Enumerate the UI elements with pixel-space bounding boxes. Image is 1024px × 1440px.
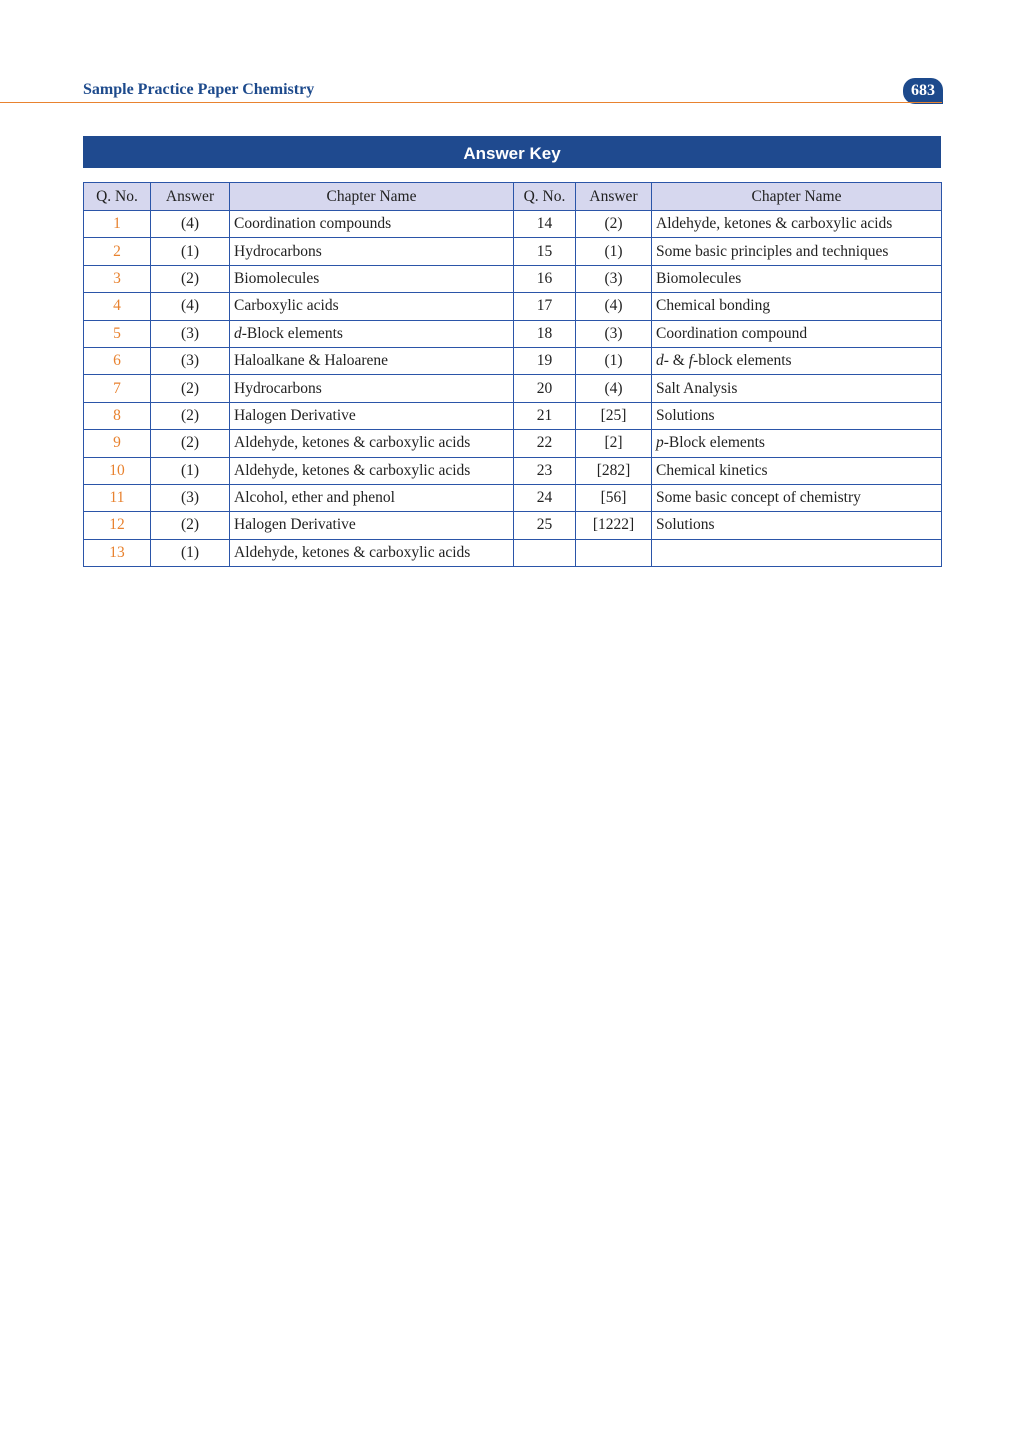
chapter-name-cell: Some basic concept of chemistry — [652, 484, 942, 511]
question-number-cell: 6 — [84, 347, 151, 374]
chapter-name-cell: Haloalkane & Haloarene — [230, 347, 514, 374]
chapter-name-cell: Aldehyde, ketones & carboxylic acids — [652, 211, 942, 238]
chapter-name-cell: Aldehyde, ketones & carboxylic acids — [230, 539, 514, 566]
chapter-name-cell: Salt Analysis — [652, 375, 942, 402]
answer-cell: [56] — [576, 484, 652, 511]
answer-cell: (4) — [576, 293, 652, 320]
question-number-cell: 10 — [84, 457, 151, 484]
answer-cell: (4) — [576, 375, 652, 402]
answer-key-banner: Answer Key — [83, 136, 941, 168]
chapter-name-cell: Aldehyde, ketones & carboxylic acids — [230, 457, 514, 484]
table-row — [84, 512, 942, 539]
column-header: Q. No. — [84, 183, 151, 211]
question-number-cell: 24 — [514, 484, 576, 511]
chapter-name-cell: Solutions — [652, 402, 942, 429]
answer-cell: (3) — [151, 320, 230, 347]
answer-cell: (1) — [151, 238, 230, 265]
answer-cell: (3) — [151, 347, 230, 374]
chapter-name-cell: d-Block elements — [230, 320, 514, 347]
question-number-cell: 23 — [514, 457, 576, 484]
answer-cell — [576, 539, 652, 566]
answer-cell: (3) — [576, 320, 652, 347]
answer-cell: (2) — [151, 430, 230, 457]
answer-cell: (2) — [151, 375, 230, 402]
chapter-name-cell — [652, 539, 942, 566]
running-header — [0, 0, 1024, 106]
column-header: Answer — [576, 183, 652, 211]
answer-cell: (2) — [576, 211, 652, 238]
question-number-cell: 21 — [514, 402, 576, 429]
chapter-name-cell: Alcohol, ether and phenol — [230, 484, 514, 511]
answer-cell: (2) — [151, 512, 230, 539]
answer-cell: (3) — [576, 265, 652, 292]
question-number-cell — [514, 539, 576, 566]
question-number-cell: 12 — [84, 512, 151, 539]
chapter-name-cell: Biomolecules — [230, 265, 514, 292]
answer-cell: (1) — [576, 347, 652, 374]
question-number-cell: 13 — [84, 539, 151, 566]
chapter-name-cell: Coordination compounds — [230, 211, 514, 238]
column-header: Chapter Name — [230, 183, 514, 211]
question-number-cell: 17 — [514, 293, 576, 320]
chapter-name-cell: Halogen Derivative — [230, 402, 514, 429]
answer-cell: (1) — [576, 238, 652, 265]
answer-cell: (2) — [151, 402, 230, 429]
table-row — [84, 402, 942, 429]
table-row — [84, 347, 942, 374]
table-row — [84, 320, 942, 347]
table-row — [84, 293, 942, 320]
question-number-cell: 2 — [84, 238, 151, 265]
answer-cell: (3) — [151, 484, 230, 511]
question-number-cell: 22 — [514, 430, 576, 457]
chapter-name-cell: Chemical bonding — [652, 293, 942, 320]
page-number: 683 — [903, 78, 943, 104]
chapter-name-cell: Coordination compound — [652, 320, 942, 347]
column-header: Chapter Name — [652, 183, 942, 211]
column-header: Answer — [151, 183, 230, 211]
answer-key-table — [83, 182, 942, 567]
question-number-cell: 20 — [514, 375, 576, 402]
question-number-cell: 8 — [84, 402, 151, 429]
chapter-name-cell: Carboxylic acids — [230, 293, 514, 320]
answer-cell: (4) — [151, 211, 230, 238]
table-row — [84, 238, 942, 265]
question-number-cell: 5 — [84, 320, 151, 347]
table-row — [84, 430, 942, 457]
chapter-name-cell: Solutions — [652, 512, 942, 539]
chapter-name-cell: Biomolecules — [652, 265, 942, 292]
answer-cell: (1) — [151, 457, 230, 484]
running-header-title: Sample Practice Paper Chemistry — [83, 81, 315, 98]
question-number-cell: 3 — [84, 265, 151, 292]
question-number-cell: 25 — [514, 512, 576, 539]
question-number-cell: 4 — [84, 293, 151, 320]
chapter-name-cell: Aldehyde, ketones & carboxylic acids — [230, 430, 514, 457]
table-row — [84, 375, 942, 402]
chapter-name-cell: Chemical kinetics — [652, 457, 942, 484]
chapter-name-cell: Hydrocarbons — [230, 375, 514, 402]
question-number-cell: 7 — [84, 375, 151, 402]
answer-cell: (4) — [151, 293, 230, 320]
table-row — [84, 539, 942, 566]
answer-cell: [25] — [576, 402, 652, 429]
answer-cell: (2) — [151, 265, 230, 292]
question-number-cell: 18 — [514, 320, 576, 347]
answer-cell: [2] — [576, 430, 652, 457]
table-row — [84, 211, 942, 238]
chapter-name-cell: Some basic principles and techniques — [652, 238, 942, 265]
table-row — [84, 265, 942, 292]
chapter-name-cell: Hydrocarbons — [230, 238, 514, 265]
column-header: Q. No. — [514, 183, 576, 211]
table-row — [84, 484, 942, 511]
question-number-cell: 19 — [514, 347, 576, 374]
answer-cell: (1) — [151, 539, 230, 566]
question-number-cell: 9 — [84, 430, 151, 457]
header-rule — [0, 102, 942, 103]
chapter-name-cell: p-Block elements — [652, 430, 942, 457]
table-row — [84, 457, 942, 484]
question-number-cell: 11 — [84, 484, 151, 511]
question-number-cell: 14 — [514, 211, 576, 238]
question-number-cell: 16 — [514, 265, 576, 292]
chapter-name-cell: d- & f-block elements — [652, 347, 942, 374]
answer-cell: [282] — [576, 457, 652, 484]
question-number-cell: 1 — [84, 211, 151, 238]
chapter-name-cell: Halogen Derivative — [230, 512, 514, 539]
question-number-cell: 15 — [514, 238, 576, 265]
answer-cell: [1222] — [576, 512, 652, 539]
table-header-row — [84, 183, 942, 211]
answer-key-rows — [84, 211, 942, 567]
